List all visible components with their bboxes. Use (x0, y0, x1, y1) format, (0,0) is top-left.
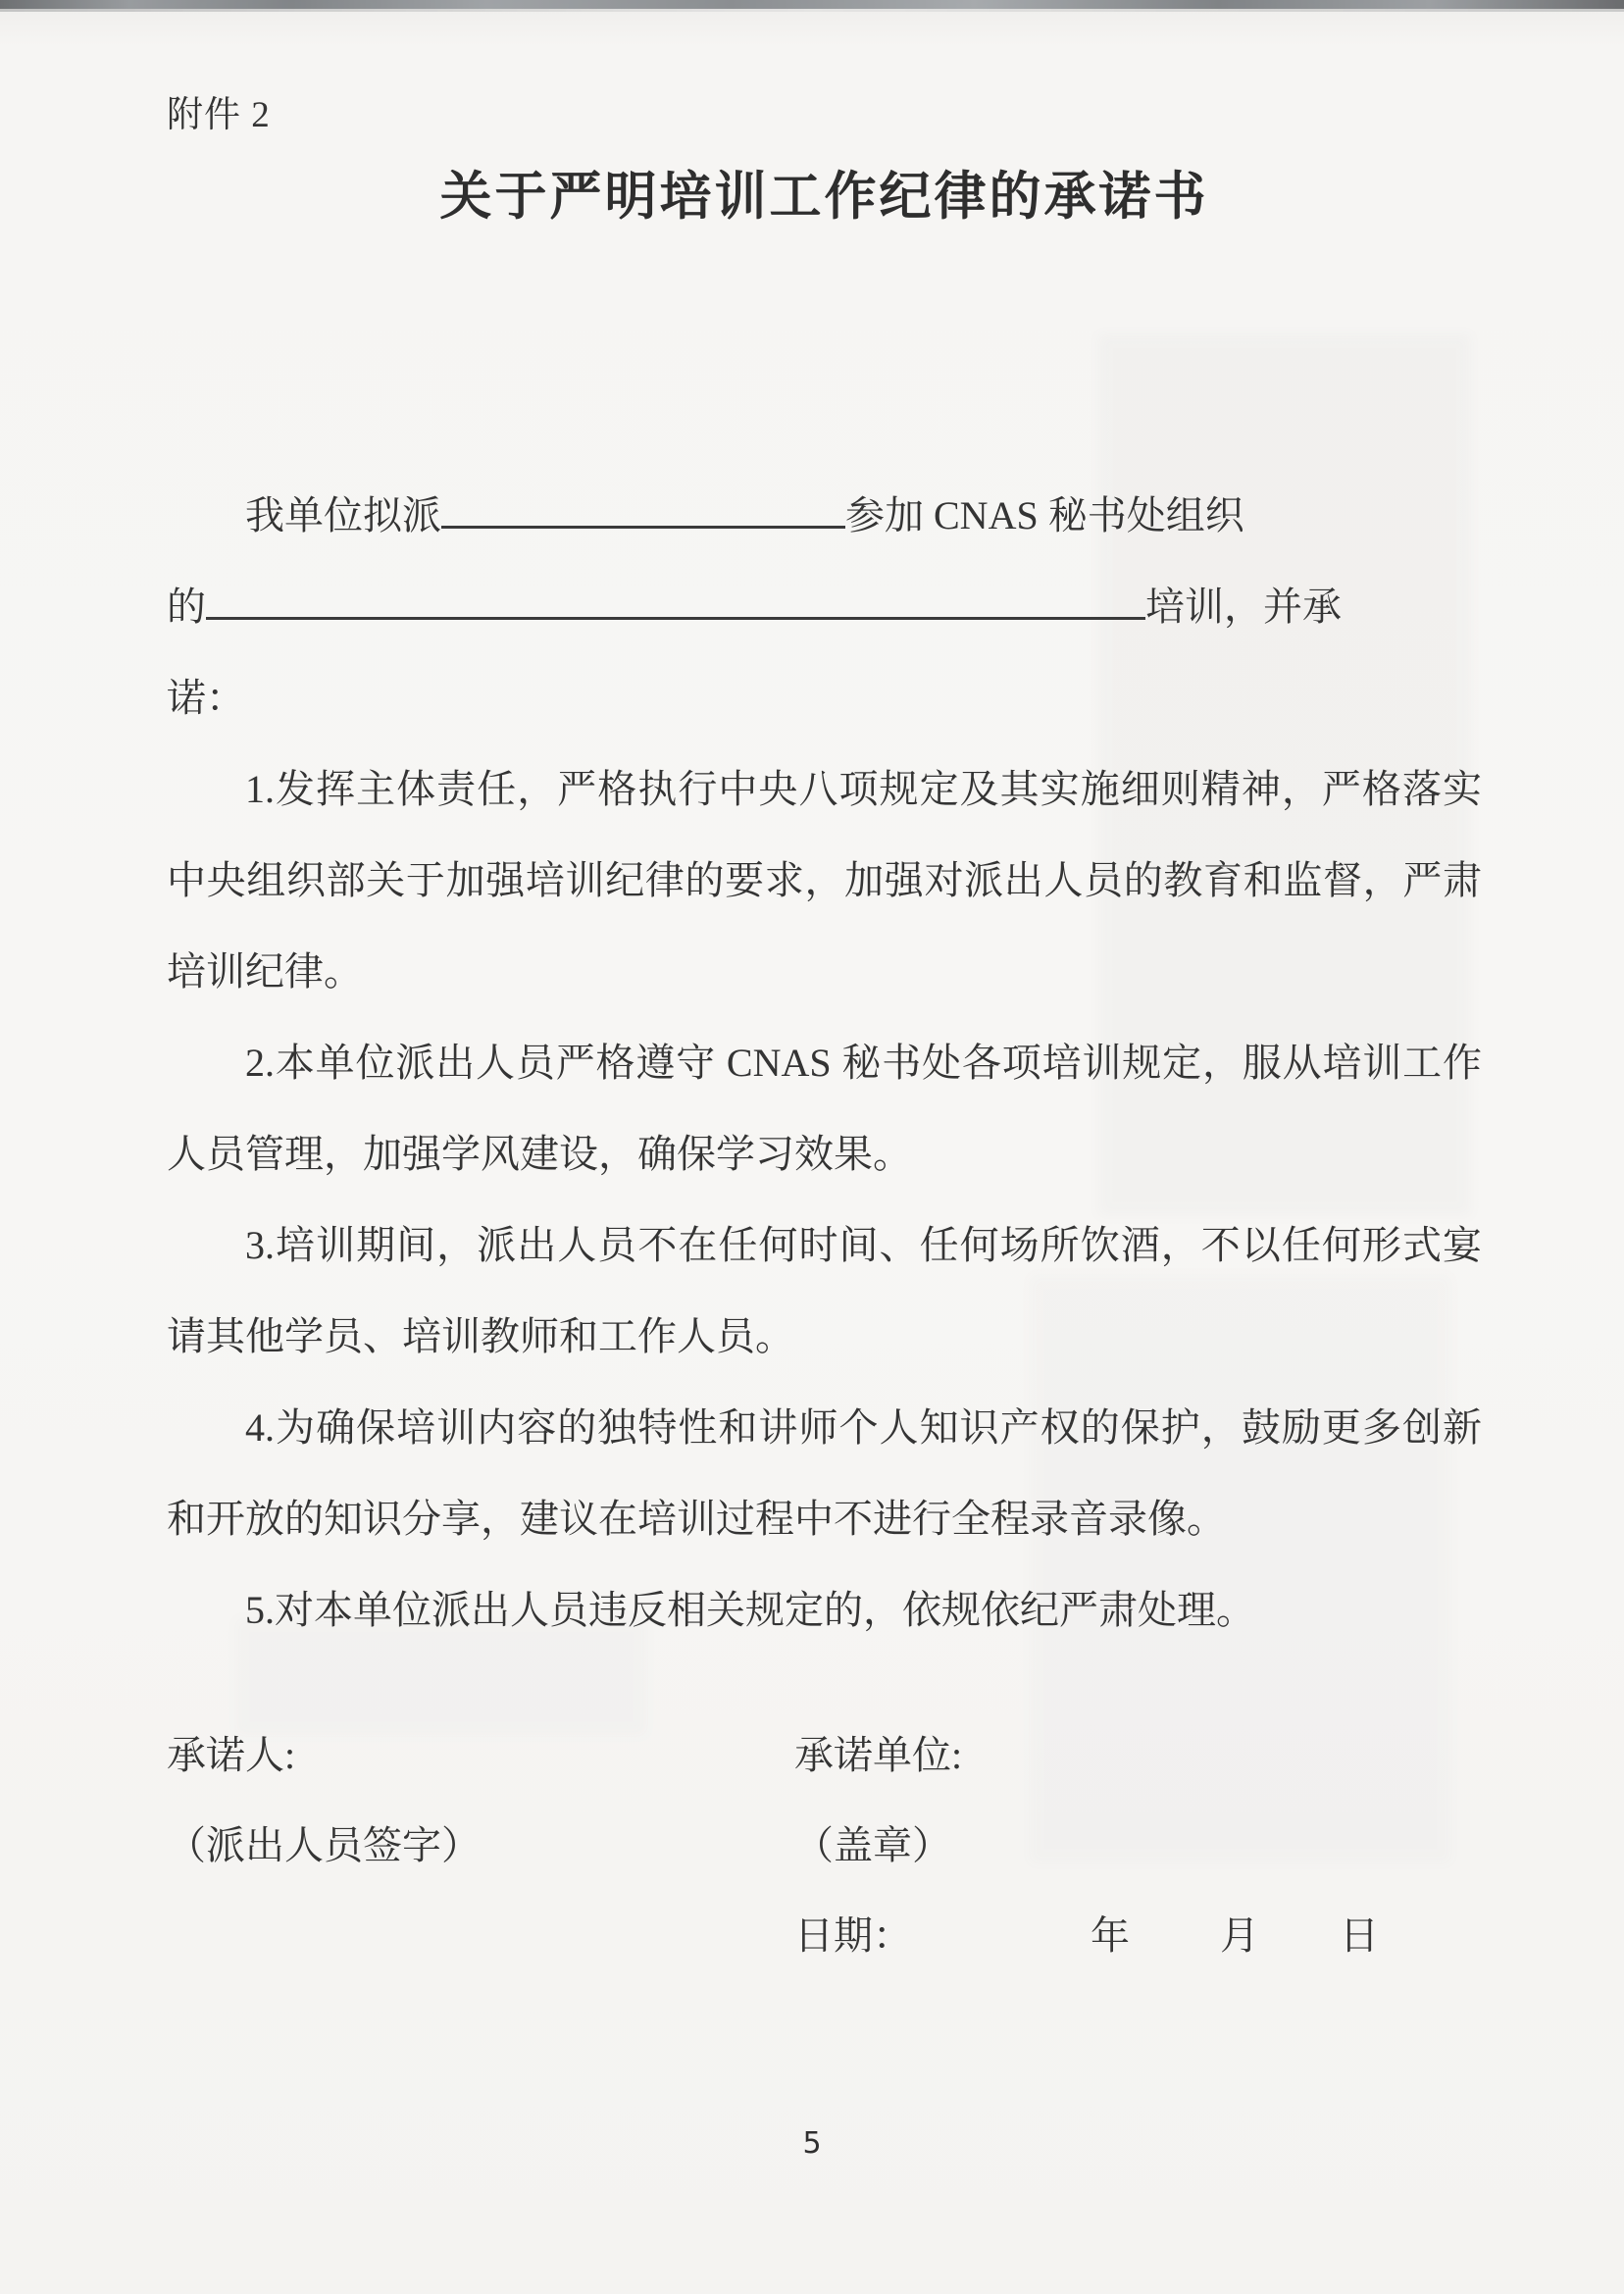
promiser-sign-note: （派出人员签字） (167, 1823, 481, 1867)
blank-trainee-names (441, 486, 845, 529)
date-line (794, 1912, 1482, 1960)
date-label: 日期： (794, 1913, 912, 1958)
intro-text-organizer: 参加 CNAS 秘书处组织 (845, 493, 1244, 537)
document-body (167, 470, 1482, 1656)
commitment-item-1: 1.发挥主体责任，严格执行中央八项规定及其实施细则精神，严格落实中央组织部关于加强培训纪律的要求，加强对派出人员的教育和监督，严肃培训纪律。 (167, 767, 1482, 994)
page-number: 5 (802, 2126, 822, 2161)
intro-text-training: 培训，并承 (1145, 585, 1342, 629)
blank-training-course-name (206, 578, 1145, 620)
signature-row-date (167, 1912, 1482, 1960)
day-label: 日 (1340, 1913, 1379, 1958)
unit-label: 承诺单位: (794, 1733, 963, 1777)
intro-paragraph (167, 470, 1482, 743)
commitment-item-2: 2.本单位派出人员严格遵守 CNAS 秘书处各项培训规定，服从培训工作人员管理，加强学风建设，确保学习效果。 (167, 1041, 1482, 1176)
signature-row-notes (167, 1822, 1482, 1869)
unit-seal-note: （盖章） (794, 1823, 951, 1867)
date-left-spacer (167, 1912, 794, 1960)
month-label: 月 (1220, 1913, 1259, 1958)
year-label: 年 (1091, 1913, 1130, 1958)
intro-text-promise: 诺： (167, 676, 245, 720)
commitment-item-3: 3.培训期间，派出人员不在任何时间、任何场所饮酒，不以任何形式宴请其他学员、培训教师和工作人员。 (167, 1223, 1482, 1358)
intro-text-before-names: 我单位拟派 (245, 493, 441, 537)
attachment-label: 附件 2 (167, 95, 271, 135)
commitment-item-5: 5.对本单位派出人员违反相关规定的，依规依纪严肃处理。 (245, 1588, 1255, 1632)
document-title: 关于严明培训工作纪律的承诺书 (439, 169, 1209, 226)
promiser-label: 承诺人: (167, 1733, 296, 1777)
commitment-item-4: 4.为确保培训内容的独特性和讲师个人知识产权的保护，鼓励更多创新和开放的知识分享，建议在培训过程中不进行全程录音录像。 (167, 1405, 1482, 1541)
signature-block (167, 1732, 1482, 1960)
signature-row-labels (167, 1732, 1482, 1779)
intro-text-of: 的 (167, 585, 206, 629)
